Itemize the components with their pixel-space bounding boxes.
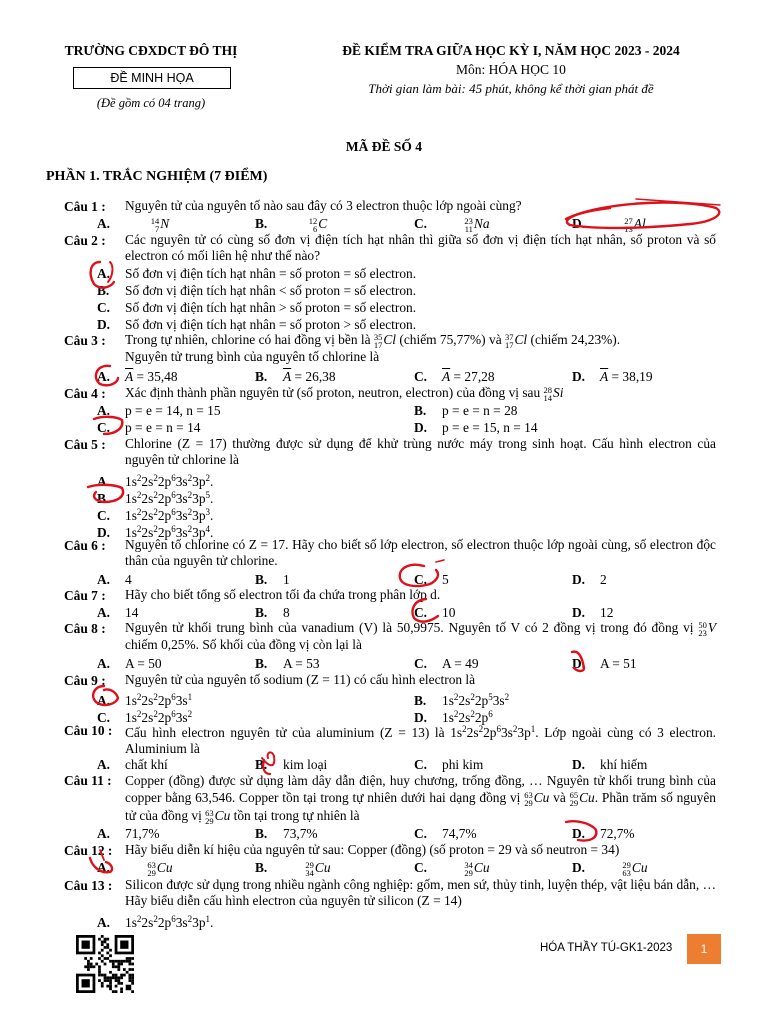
question-label: Câu 9 : (64, 673, 106, 688)
school-name: TRƯỜNG CĐXDCT ĐÔ THỊ (64, 43, 238, 58)
option-key: D. (97, 317, 111, 332)
question-text: Nguyên tố chlorine có Z = 17. Hãy cho biết số lớp electron, số electron thuộc lớp ngoài cùng, số electron độc thân của nguyên tử chlorine. (125, 537, 716, 568)
option-key: A. (97, 266, 111, 281)
answer-option[interactable]: A. 71,7% (97, 826, 160, 841)
option-key: A. (97, 860, 111, 875)
answer-option[interactable]: A. 4 (97, 572, 132, 587)
option-key: D. (572, 605, 586, 620)
answer-option[interactable]: D. $1s^22s^22p^63s^23p^4$. (97, 524, 214, 540)
question-text: Nguyên tử của nguyên tố sodium (Z = 11) có cấu hình electron là (125, 672, 476, 687)
question-label: Câu 1 : (64, 199, 106, 214)
option-key: D. (97, 525, 111, 540)
nuclide-symbol: 12 6C (308, 215, 328, 234)
option-key: A. (97, 826, 111, 841)
answer-option[interactable]: D. p = e = 15, n = 14 (414, 420, 538, 435)
question-label: Câu 12 : (64, 843, 113, 858)
option-key: B. (255, 656, 268, 671)
option-key: B. (414, 693, 427, 708)
option-key: B. (255, 605, 268, 620)
nuclide-symbol: 35 17Cl (373, 331, 397, 350)
answer-option[interactable]: C. Số đơn vị điện tích hạt nhân > số proton = số electron. (97, 300, 417, 315)
option-key: A. (97, 369, 111, 384)
option-key: B. (97, 491, 110, 506)
question-label: Câu 3 : (64, 333, 106, 348)
section-title: PHẦN 1. TRẮC NGHIỆM (7 ĐIỂM) (46, 169, 268, 184)
option-key: A. (97, 403, 111, 418)
option-key: A. (97, 605, 111, 620)
answer-option[interactable]: C. $1s^22s^22p^63s^2$ (97, 709, 193, 725)
option-key: B. (255, 216, 268, 231)
option-key: B. (255, 860, 268, 875)
answer-option[interactable]: B. A = 53 (255, 656, 320, 671)
answer-option[interactable]: B. p = e = n = 28 (414, 403, 518, 418)
option-key: A. (97, 915, 111, 930)
option-key: B. (255, 572, 268, 587)
option-key: A. (97, 572, 111, 587)
option-key: D. (572, 757, 586, 772)
answer-option[interactable]: C. phi kim (414, 757, 484, 772)
option-key: C. (414, 605, 428, 620)
option-key: D. (572, 572, 586, 587)
answer-option[interactable]: D. 2 (572, 572, 607, 587)
nuclide-symbol: 14 7N (150, 215, 170, 234)
option-key: C. (414, 860, 428, 875)
option-key: C. (414, 656, 428, 671)
option-key: D. (572, 369, 586, 384)
exam-title: ĐỀ KIỂM TRA GIỮA HỌC KỲ I, NĂM HỌC 2023 - 2024 (342, 43, 680, 58)
nuclide-symbol: 65 29Cu (569, 789, 595, 808)
question-text: Trong tự nhiên, chlorine có hai đồng vị bền là 35 17Cl (chiếm 75,77%) và 37 17Cl (chiếm 24,23%). Nguyên tử trung bình của nguyên tố chlorine là (125, 331, 621, 364)
question-label: Câu 11 : (64, 773, 112, 788)
nuclide-symbol: 34 29Cu (464, 859, 490, 878)
answer-option[interactable]: D. khí hiếm (572, 757, 648, 772)
nuclide-symbol: 27 13Al (624, 215, 646, 234)
answer-option[interactable]: B. kim loại (255, 757, 328, 772)
question-text: Xác định thành phần nguyên tử (số proton, neutron, electron) của đồng vị sau 28 14Si (125, 384, 564, 403)
subject: Môn: HÓA HỌC 10 (456, 62, 566, 77)
nuclide-symbol: 29 34Cu (305, 859, 331, 878)
question-label: Câu 5 : (64, 437, 106, 452)
option-key: C. (414, 369, 428, 384)
answer-option[interactable]: C. $\overline{A} = 27,28$ (414, 369, 495, 384)
exam-code: MÃ ĐỀ SỐ 4 (345, 139, 423, 154)
answer-option[interactable]: B. $1s^22s^22p^63s^23p^5$. (97, 490, 214, 506)
option-key: B. (255, 757, 268, 772)
nuclide-symbol: 23 11Na (464, 215, 490, 234)
question-text: Các nguyên tử có cùng số đơn vị điện tích hạt nhân thì giữa số đơn vị điện tích hạt nhân, số proton và số electron có mối liên hệ như thế nào? (125, 232, 716, 263)
option-key: D. (572, 860, 586, 875)
nuclide-symbol: 63 29Cu (205, 807, 231, 826)
option-key: C. (414, 826, 428, 841)
answer-option[interactable]: A. Số đơn vị điện tích hạt nhân = số proton = số electron. (97, 266, 417, 281)
option-key: A. (97, 474, 111, 489)
nuclide-symbol: 50 23V (698, 619, 716, 638)
answer-option[interactable]: A. $1s^22s^22p^63s^23p^1$. (97, 914, 214, 930)
answer-option[interactable]: A. 14 (97, 605, 139, 620)
option-key: D. (572, 216, 586, 231)
option-key: C. (97, 420, 111, 435)
option-key: C. (97, 508, 111, 523)
nuclide-symbol: 37 17Cl (504, 331, 528, 350)
answer-option[interactable]: B. 73,7% (255, 826, 318, 841)
question-text: Copper (đồng) được sử dụng làm dây dẫn điện, huy chương, trống đồng, … Nguyên tử khối trung bình của copper bằng 63,546. Copper tồn tại trong tự nhiên dưới hai dạng đồng vị 63 29Cu và 65 29Cu. Phần trăm số nguyên tử của đồng vị 63 29Cu tồn tại trong tự nhiên là (125, 773, 716, 826)
question-text: Nguyên tử khối trung bình của vanadium (V) là 50,9975. Nguyên tố V có 2 đồng vị trong đó đồng vị 50 23V chiếm 0,25%. Số khối của đồng vị còn lại là (125, 619, 716, 652)
option-key: A. (97, 693, 111, 708)
answer-option[interactable]: B. $1s^22s^22p^53s^2$ (414, 692, 510, 708)
option-key: D. (414, 420, 428, 435)
exam-type-box: ĐỀ MINH HỌA (73, 67, 231, 89)
answer-option[interactable]: C. p = e = n = 14 (97, 420, 201, 435)
answer-option[interactable]: D. $1s^22s^22p^6$ (414, 709, 493, 725)
answer-option[interactable]: C. $1s^22s^22p^63s^23p^3$. (97, 507, 214, 523)
option-key: C. (414, 757, 428, 772)
answer-option[interactable]: B. Số đơn vị điện tích hạt nhân < số proton = số electron. (97, 283, 417, 298)
question-text: Hãy cho biết tổng số electron tối đa chứa trong phân lớp d. (125, 587, 441, 602)
option-key: D. (414, 710, 428, 725)
answer-option[interactable]: C. 74,7% (414, 826, 477, 841)
answer-option[interactable]: A. p = e = 14, n = 15 (97, 403, 221, 418)
question-label: Câu 13 : (64, 878, 113, 893)
question-text: Nguyên tử của nguyên tố nào sau đây có 3 electron thuộc lớp ngoài cùng? (125, 198, 522, 213)
option-key: A. (97, 656, 111, 671)
nuclide-symbol: 63 29Cu (147, 859, 173, 878)
answer-option[interactable]: A. $\overline{A} = 35,48$ (97, 369, 178, 384)
answer-option[interactable]: D. 12 (572, 605, 614, 620)
question-text: Cấu hình electron nguyên tử của aluminium (Z = 13) là $1s^22s^22p^63s^23p^1$. Lớp ngoài cùng có 3 electron. Aluminium là (125, 724, 716, 756)
option-key: B. (97, 283, 110, 298)
answer-option[interactable]: C. 10 (414, 605, 456, 620)
footer-text: HÓA THẦY TÚ-GK1-2023 (540, 942, 673, 954)
answer-option[interactable]: D. A = 51 (572, 656, 637, 671)
option-key: D. (572, 656, 586, 671)
nuclide-symbol: 28 14Si (543, 384, 564, 403)
question-label: Câu 8 : (64, 621, 106, 636)
question-label: Câu 2 : (64, 233, 106, 248)
answer-option[interactable]: A. $1s^22s^22p^63s^23p^2$. (97, 473, 214, 489)
answer-option[interactable]: D. 72,7% (572, 826, 635, 841)
question-text: Silicon được sử dụng trong nhiều ngành công nghiệp: gốm, men sứ, thủy tinh, luyện thép, vật liệu bán dẫn, … Hãy biểu diễn cấu hình electron của nguyên tử silicon (Z = 14) (125, 877, 716, 908)
answer-option[interactable]: C. A = 49 (414, 656, 479, 671)
question-label: Câu 10 : (64, 723, 113, 738)
answer-option[interactable]: B. $\overline{A} = 26,38$ (255, 369, 336, 384)
answer-option[interactable]: D. $\overline{A} = 38,19$ (572, 369, 653, 384)
question-label: Câu 6 : (64, 538, 106, 553)
option-key: C. (97, 710, 111, 725)
option-key: A. (97, 216, 111, 231)
nuclide-symbol: 63 29Cu (524, 789, 550, 808)
option-key: B. (255, 369, 268, 384)
answer-option[interactable]: A. chất khí (97, 757, 168, 772)
time-note: Thời gian làm bài: 45 phút, không kể thời gian phát đề (368, 81, 654, 96)
nuclide-symbol: 29 63Cu (622, 859, 648, 878)
answer-option[interactable]: B. 1 (255, 572, 290, 587)
option-key: B. (255, 826, 268, 841)
option-key: C. (97, 300, 111, 315)
answer-option[interactable]: A. $1s^22s^22p^63s^1$ (97, 692, 193, 708)
page-number: 1 (687, 934, 721, 964)
question-text: Chlorine (Z = 17) thường được sử dụng để khử trùng nước máy trong sinh hoạt. Cấu hình electron của nguyên tử chlorine là (125, 436, 716, 467)
answer-option[interactable]: B. 8 (255, 605, 290, 620)
question-text: Hãy biểu diễn kí hiệu của nguyên tử sau: Copper (đồng) (số proton = 29 và số neutron = 34) (125, 842, 620, 857)
answer-option[interactable]: A. A = 50 (97, 656, 162, 671)
pages-note: (Đề gồm có 04 trang) (96, 96, 206, 110)
option-key: C. (414, 216, 428, 231)
answer-option[interactable]: C. 5 (414, 572, 449, 587)
question-label: Câu 7 : (64, 588, 106, 603)
option-key: B. (414, 403, 427, 418)
option-key: C. (414, 572, 428, 587)
question-label: Câu 4 : (64, 386, 106, 401)
option-key: D. (572, 826, 586, 841)
answer-option[interactable]: D. Số đơn vị điện tích hạt nhân = số proton > số electron. (97, 317, 417, 332)
option-key: A. (97, 757, 111, 772)
